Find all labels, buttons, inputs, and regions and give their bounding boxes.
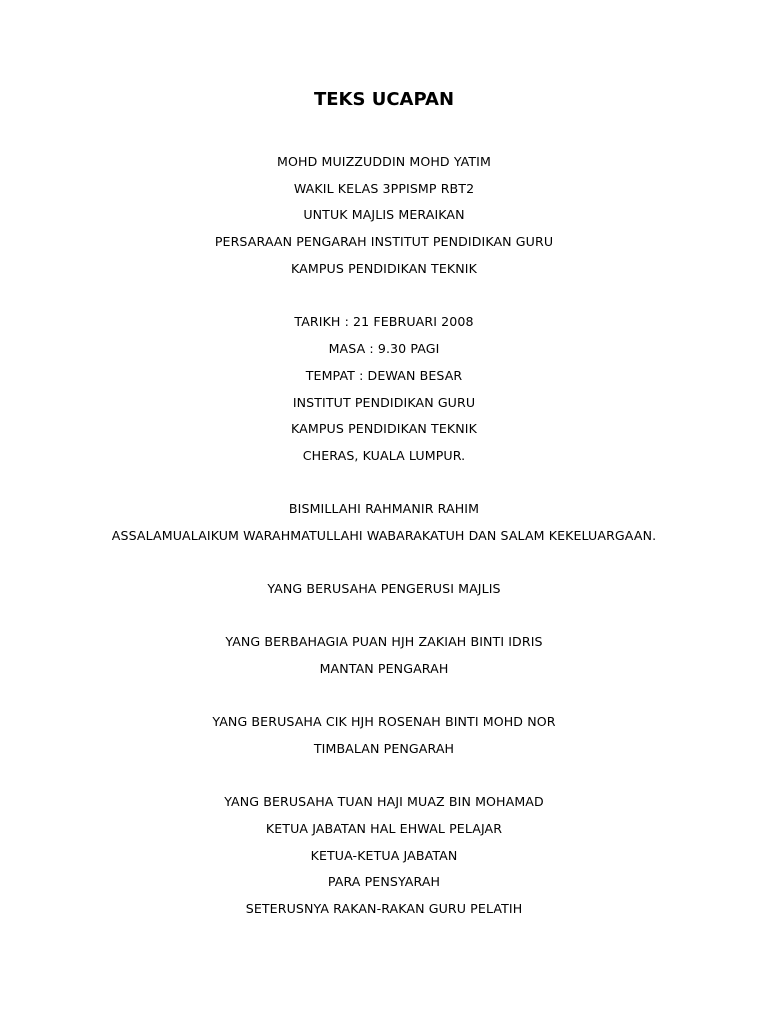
salutation-deputy-director-title: TIMBALAN PENGARAH [313,741,455,756]
venue-city: CHERAS, KUALA LUMPUR. [302,448,466,463]
opening-bismillah: BISMILLAHI RAHMANIR RAHIM [288,501,480,516]
event-venue: TEMPAT : DEWAN BESAR [305,368,463,383]
event-name: PERSARAAN PENGARAH INSTITUT PENDIDIKAN GURU [214,234,554,249]
venue-institute: INSTITUT PENDIDIKAN GURU [292,395,476,410]
salutation-trainee-teachers: SETERUSNYA RAKAN-RAKAN GURU PELATIH [245,901,523,916]
salutation-student-affairs-name: YANG BERUSAHA TUAN HAJI MUAZ BIN MOHAMAD [224,794,544,809]
document-title: TEKS UCAPAN [313,89,455,110]
salutation-lecturers: PARA PENSYARAH [327,874,441,889]
salutation-former-director-title: MANTAN PENGARAH [319,661,449,676]
salutation-student-affairs-title: KETUA JABATAN HAL EHWAL PELAJAR [265,821,503,836]
salutation-heads-of-department: KETUA-KETUA JABATAN [310,848,458,863]
speech-purpose: UNTUK MAJLIS MERAIKAN [303,207,465,222]
event-time: MASA : 9.30 PAGI [328,341,440,356]
salutation-chair: YANG BERUSAHA PENGERUSI MAJLIS [267,581,501,596]
event-date: TARIKH : 21 FEBRUARI 2008 [294,314,474,329]
salutation-deputy-director-name: YANG BERUSAHA CIK HJH ROSENAH BINTI MOHD NOR [212,714,556,729]
speaker-role: WAKIL KELAS 3PPISMP RBT2 [293,181,475,196]
venue-campus: KAMPUS PENDIDIKAN TEKNIK [291,421,477,436]
header-campus: KAMPUS PENDIDIKAN TEKNIK [291,261,477,276]
opening-greeting: ASSALAMUALAIKUM WARAHMATULLAHI WABARAKATUH DAN SALAM KEKELUARGAAN. [111,528,657,543]
speaker-name: MOHD MUIZZUDDIN MOHD YATIM [277,154,491,169]
salutation-former-director-name: YANG BERBAHAGIA PUAN HJH ZAKIAH BINTI IDRIS [225,634,543,649]
